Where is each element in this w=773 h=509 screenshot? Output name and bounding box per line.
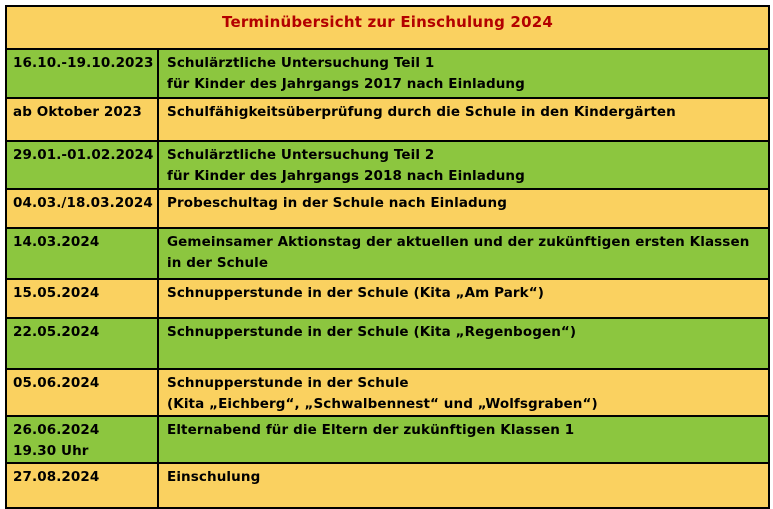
date-cell <box>6 369 158 416</box>
table-row <box>6 369 769 416</box>
description-cell <box>158 318 769 369</box>
header-row <box>6 6 769 49</box>
date-text: 14.03.2024 <box>13 234 100 250</box>
table-row <box>6 49 769 98</box>
description-text: Elternabend für die Eltern der zukünftigen Klassen 1 <box>167 422 575 438</box>
date-text: 22.05.2024 <box>13 324 100 340</box>
description-text: Schulfähigkeitsüberprüfung durch die Schule in den Kindergärten <box>167 104 676 120</box>
table-row <box>6 279 769 318</box>
date-cell <box>6 49 158 98</box>
table-row <box>6 228 769 279</box>
date-text: 26.06.2024 <box>13 422 100 438</box>
description-text: (Kita „Eichberg“, „Schwalbennest“ und „Wolfsgraben“) <box>167 396 598 412</box>
table-row <box>6 416 769 463</box>
date-cell <box>6 463 158 508</box>
page-title: Terminübersicht zur Einschulung 2024 <box>222 13 553 31</box>
description-cell <box>158 279 769 318</box>
description-cell <box>158 463 769 508</box>
description-text: Einschulung <box>167 469 261 485</box>
date-cell <box>6 98 158 141</box>
date-text: 27.08.2024 <box>13 469 100 485</box>
table-row <box>6 189 769 228</box>
description-cell <box>158 189 769 228</box>
date-cell <box>6 228 158 279</box>
date-text: 15.05.2024 <box>13 285 100 301</box>
date-text: ab Oktober 2023 <box>13 104 142 120</box>
date-cell <box>6 141 158 189</box>
date-text: 19.30 Uhr <box>13 443 89 459</box>
date-text: 29.01.-01.02.2024 <box>13 147 154 163</box>
description-cell <box>158 416 769 463</box>
date-text: 05.06.2024 <box>13 375 100 391</box>
date-cell <box>6 416 158 463</box>
description-cell <box>158 369 769 416</box>
description-text: Schnupperstunde in der Schule <box>167 375 409 391</box>
description-cell <box>158 141 769 189</box>
date-text: 04.03./18.03.2024 <box>13 195 153 211</box>
description-text: für Kinder des Jahrgangs 2018 nach Einladung <box>167 168 525 184</box>
description-text: Schulärztliche Untersuchung Teil 1 <box>167 55 435 71</box>
schedule-table-container <box>5 5 768 509</box>
date-text: 16.10.-19.10.2023 <box>13 55 154 71</box>
description-cell <box>158 228 769 279</box>
description-cell <box>158 49 769 98</box>
table-row <box>6 141 769 189</box>
table-row <box>6 98 769 141</box>
table-row <box>6 463 769 508</box>
description-cell <box>158 98 769 141</box>
date-cell <box>6 189 158 228</box>
description-text: Schnupperstunde in der Schule (Kita „Am Park“) <box>167 285 545 301</box>
description-text: Gemeinsamer Aktionstag der aktuellen und der zukünftigen ersten Klassen in der Schule <box>167 234 750 271</box>
date-cell <box>6 318 158 369</box>
description-text: Schulärztliche Untersuchung Teil 2 <box>167 147 435 163</box>
table-row <box>6 318 769 369</box>
description-text: für Kinder des Jahrgangs 2017 nach Einladung <box>167 76 525 92</box>
header-cell <box>6 6 769 49</box>
schedule-table <box>5 5 770 509</box>
description-text: Probeschultag in der Schule nach Einladung <box>167 195 507 211</box>
description-text: Schnupperstunde in der Schule (Kita „Regenbogen“) <box>167 324 577 340</box>
date-cell <box>6 279 158 318</box>
